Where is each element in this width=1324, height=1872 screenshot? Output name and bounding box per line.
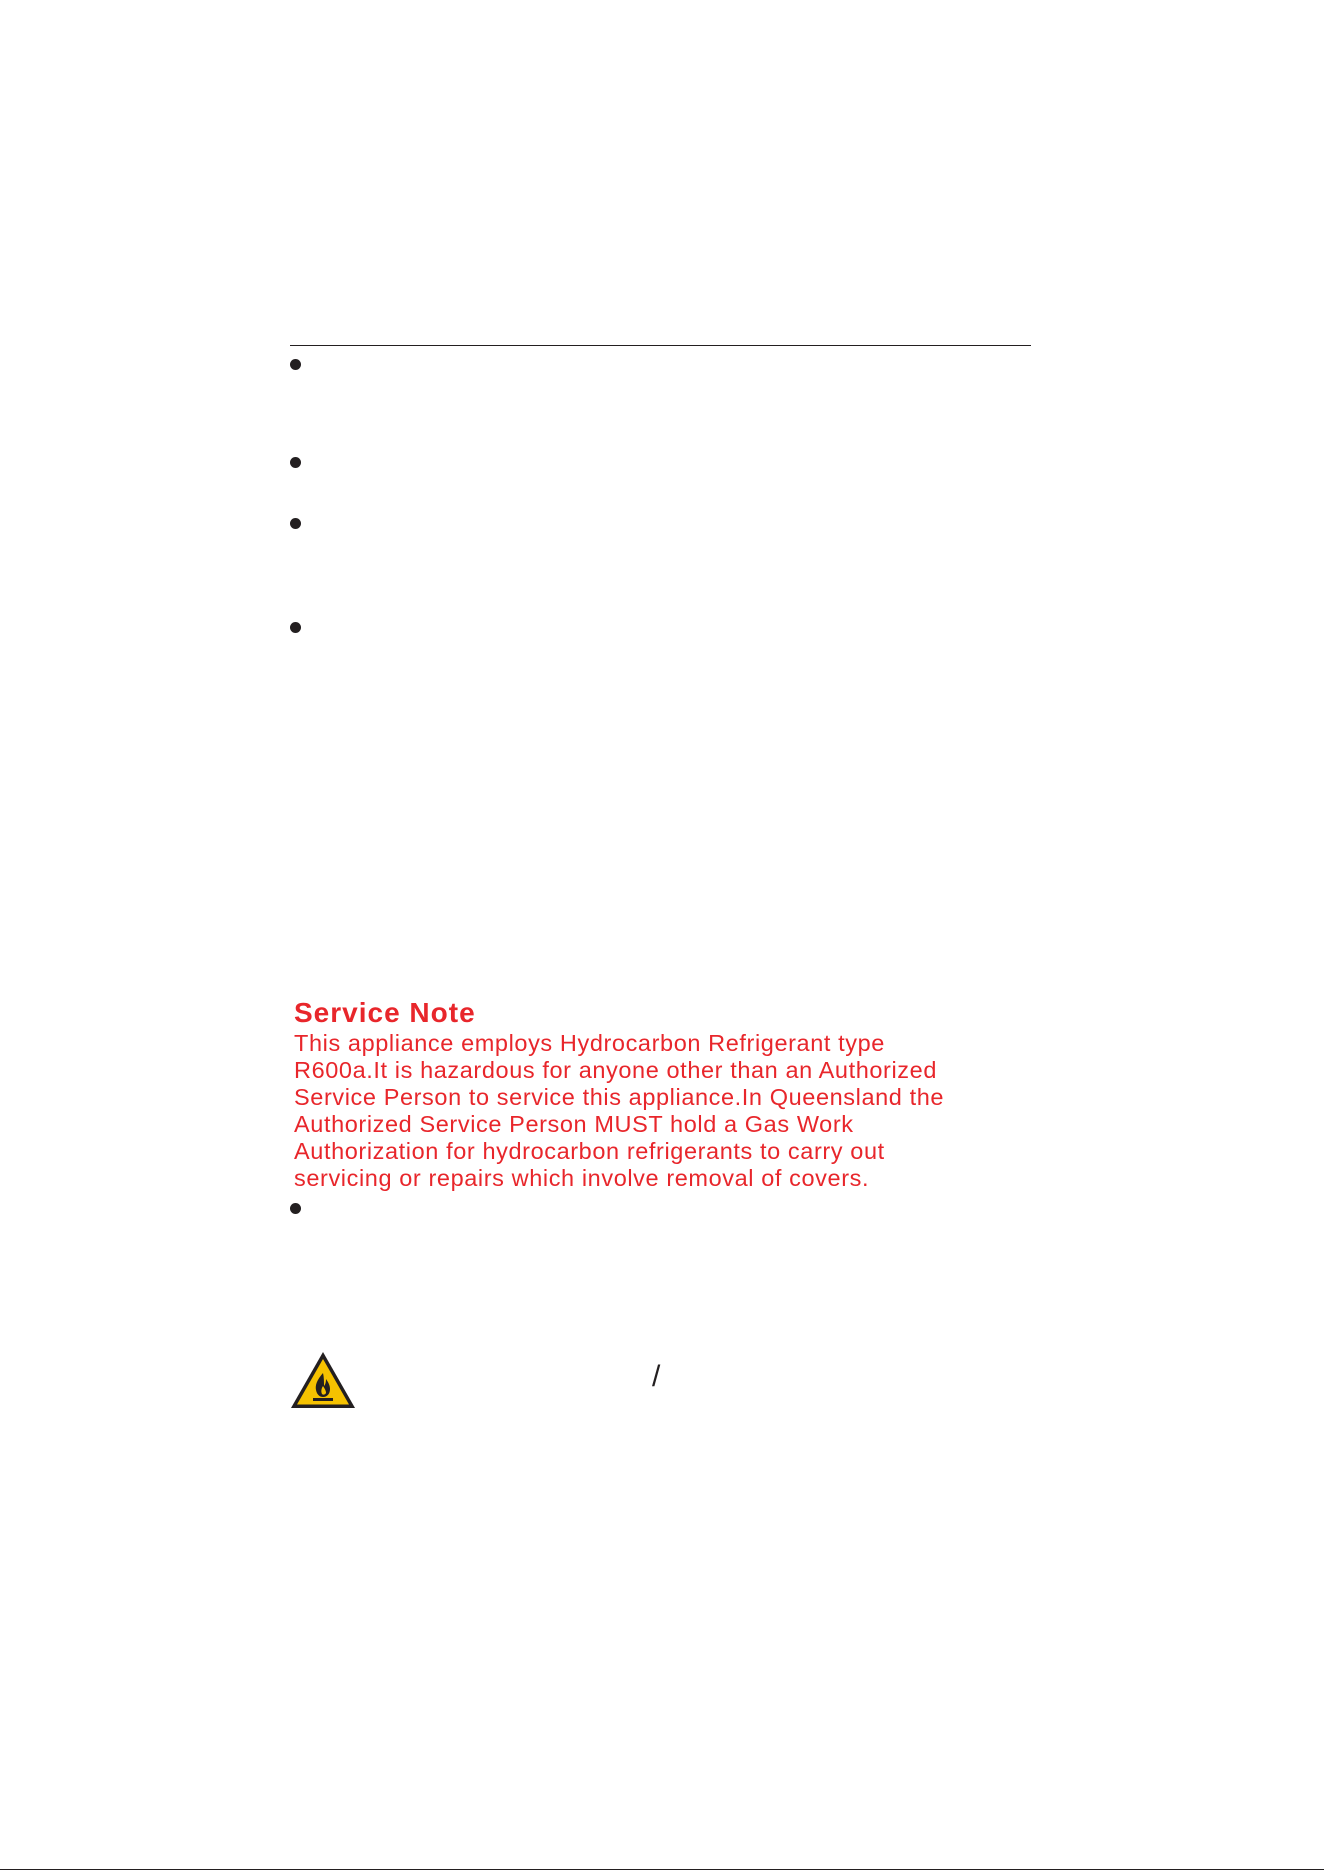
top-divider	[290, 345, 1031, 346]
slash-mark: /	[652, 1360, 661, 1393]
service-note	[294, 996, 1014, 1192]
bullet-dot-icon	[290, 457, 301, 468]
bottom-edge-rule	[0, 1869, 1324, 1870]
bullet-dot-icon	[290, 1203, 301, 1214]
service-note-line: Service Person to service this appliance.In Queensland the	[294, 1084, 945, 1110]
service-note-line: Authorized Service Person MUST hold a Gas Work	[294, 1111, 854, 1137]
service-note-title: Service Note	[294, 997, 476, 1028]
flammable-warning-icon	[289, 1350, 357, 1410]
bullet-dot-icon	[290, 518, 301, 529]
service-note-line: Authorization for hydrocarbon refrigerants to carry out	[294, 1138, 885, 1164]
service-note-line: This appliance employs Hydrocarbon Refrigerant type	[294, 1030, 885, 1056]
service-note-line: R600a.It is hazardous for anyone other than an Authorized	[294, 1057, 937, 1083]
bullet-dot-icon	[290, 359, 301, 370]
bullet-dot-icon	[290, 622, 301, 633]
service-note-line: servicing or repairs which involve removal of covers.	[294, 1165, 870, 1191]
